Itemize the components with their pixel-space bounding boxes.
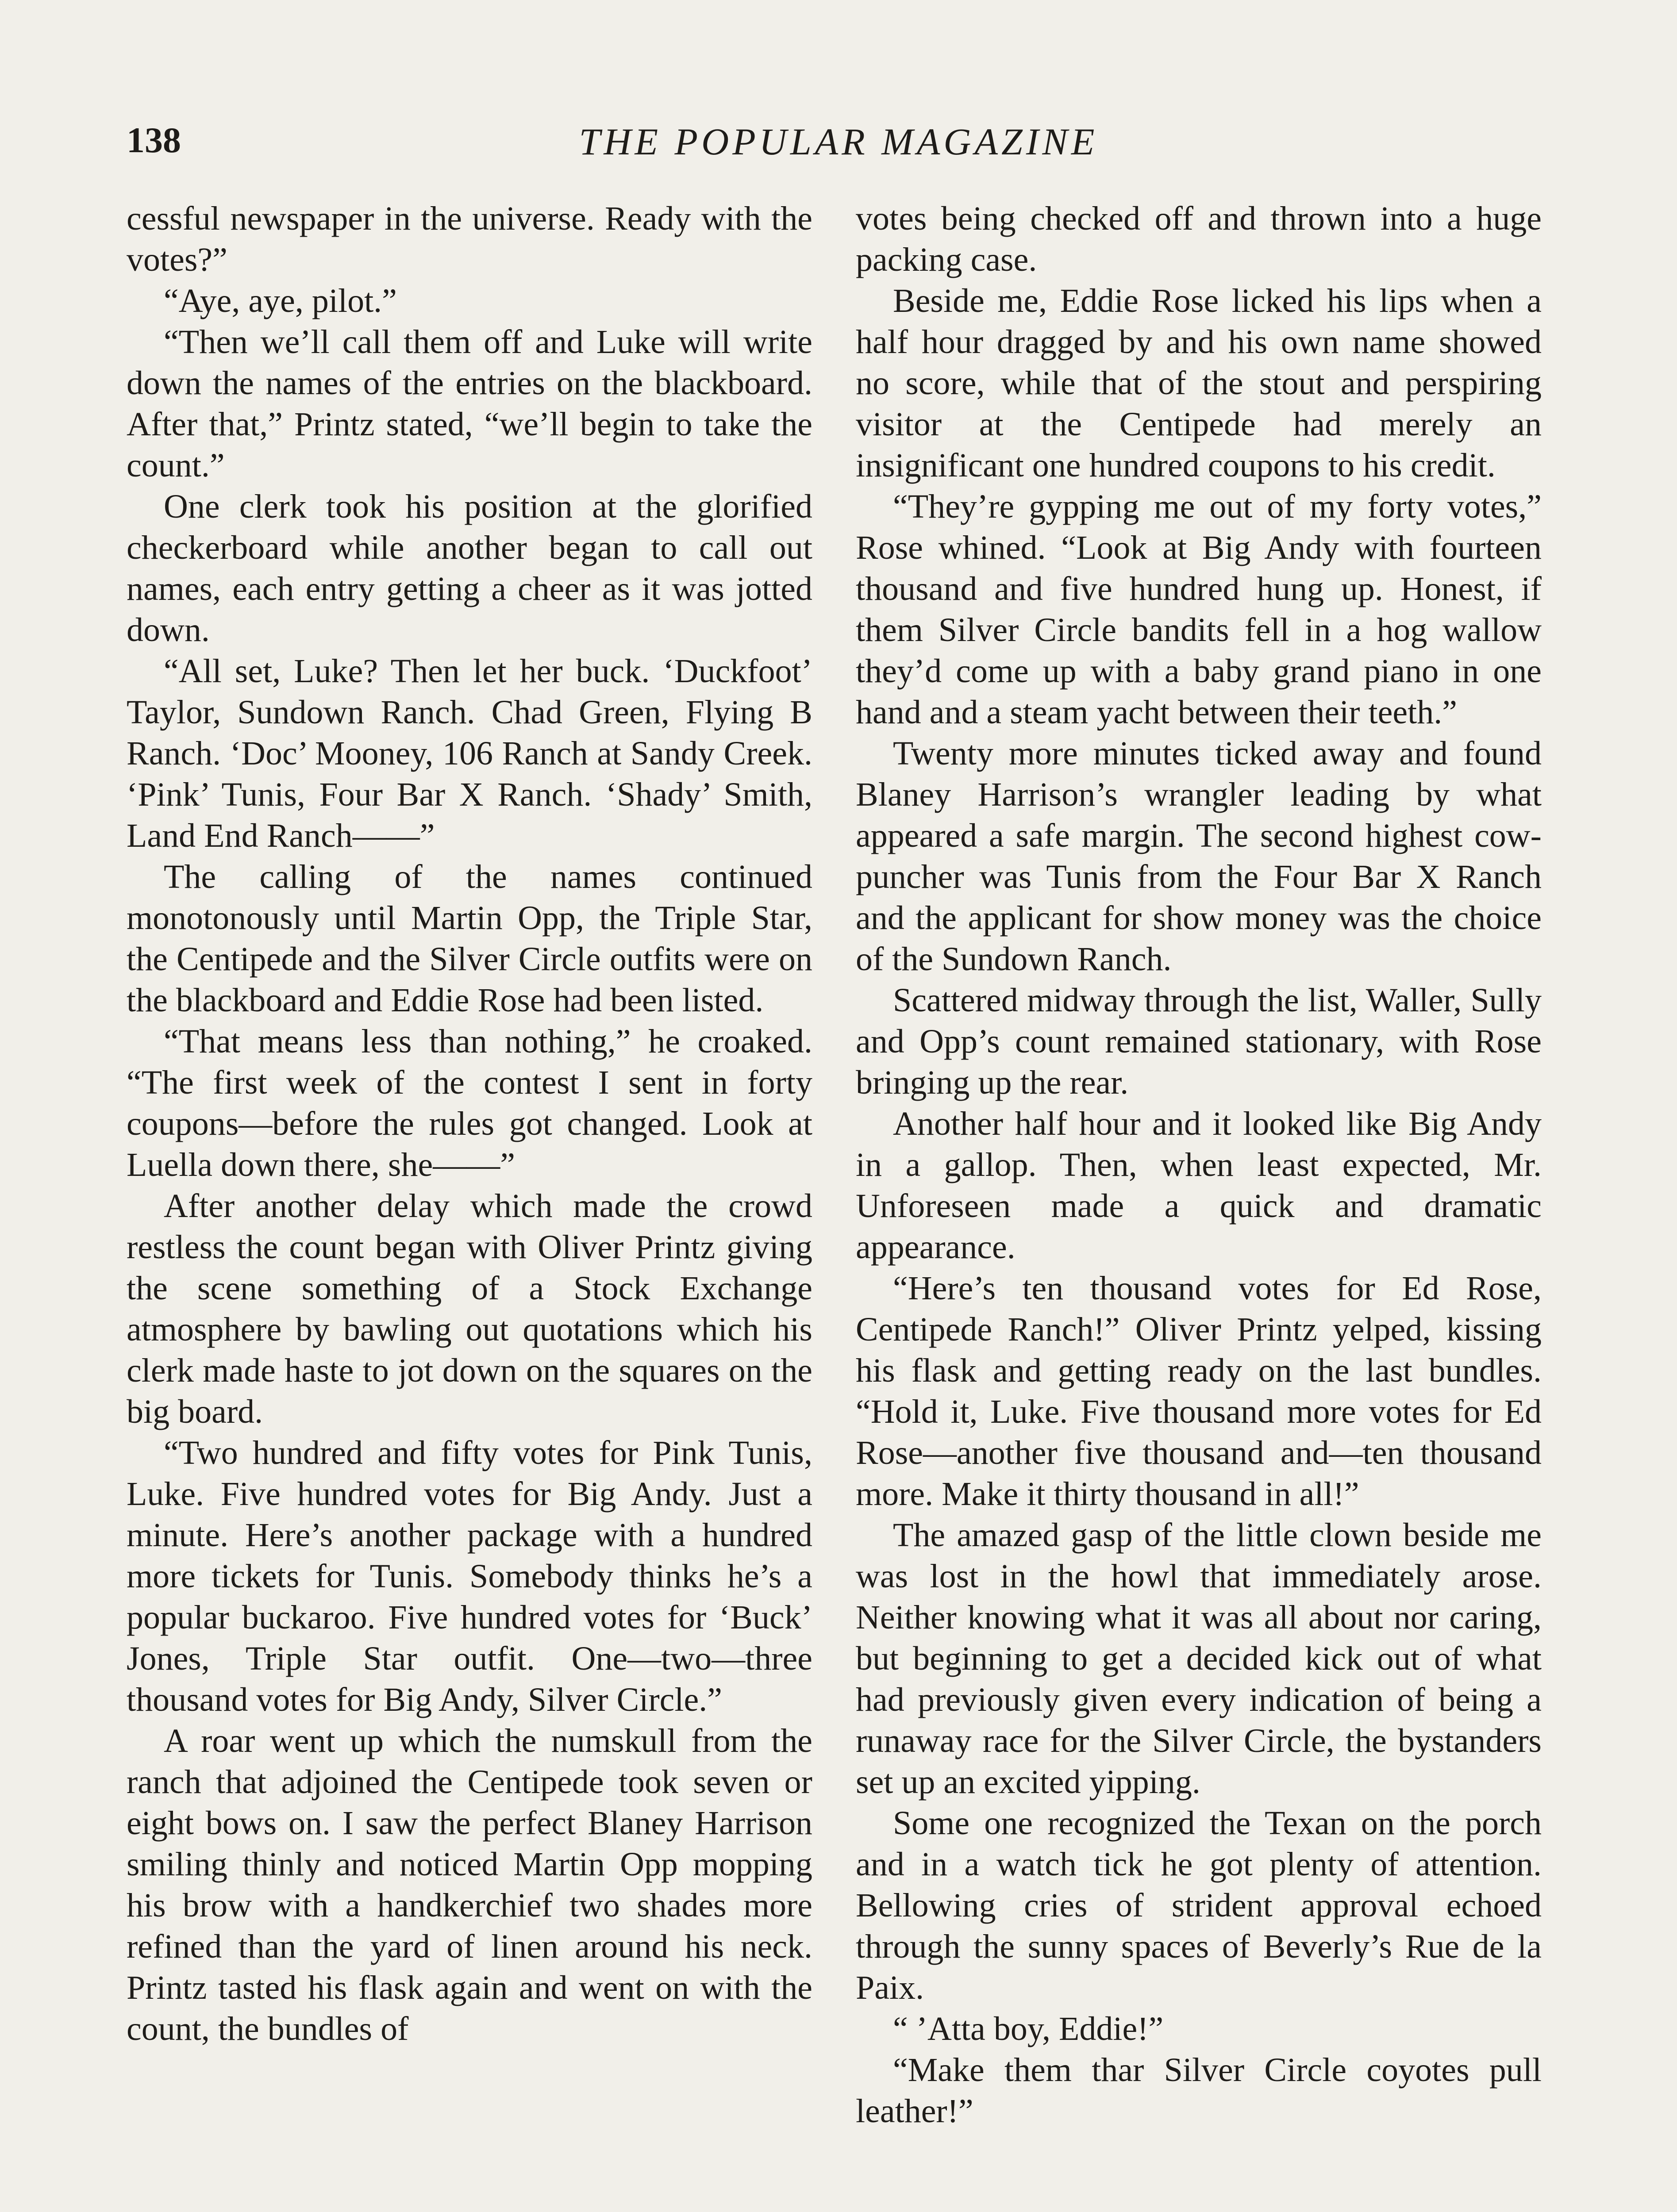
right-column xyxy=(856,198,1542,2132)
paragraph: cessful newspaper in the universe. Ready with the votes?” xyxy=(127,200,812,278)
paragraph: “Two hundred and fifty votes for Pink Tunis, Luke. Five hundred votes for Big Andy. Just a minute. Here’s another package with a hundred more tickets for Tunis. Somebody thinks he’s a popular buckaroo. Five hundred votes for ‘Buck’ Jones, Triple Star outfit. One—two—three thousand votes for Big Andy, Silver Circle.” xyxy=(127,1434,812,1718)
paragraph: “Make them thar Silver Circle coyotes pull leather!” xyxy=(856,2051,1542,2130)
paragraph: votes being checked off and thrown into a huge packing case. xyxy=(856,200,1542,278)
paragraph: “That means less than nothing,” he croaked. “The first week of the contest I sent in forty coupons—before the rules got changed. Look at Luella down there, she——” xyxy=(127,1023,812,1183)
paragraph: Scattered midway through the list, Waller, Sully and Opp’s count remained stationary, with Rose bringing up the rear. xyxy=(856,982,1542,1101)
paragraph: “Then we’ll call them off and Luke will write down the names of the entries on the blackboard. After that,” Printz stated, “we’ll begin to take the count.” xyxy=(127,323,812,484)
page-number: 138 xyxy=(127,120,181,160)
paragraph: Another half hour and it looked like Big Andy in a gallop. Then, when least expected, Mr. Unforeseen made a quick and dramatic appearance. xyxy=(856,1105,1542,1266)
running-head: THE POPULAR MAGAZINE xyxy=(579,120,1098,163)
paragraph: Beside me, Eddie Rose licked his lips when a half hour dragged by and his own name showed no score, while that of the stout and perspiring visitor at the Centipede had merely an insignificant one hundred coupons to his credit. xyxy=(856,282,1542,484)
paragraph: “ ’Atta boy, Eddie!” xyxy=(893,2010,1164,2047)
paragraph: “They’re gypping me out of my forty votes,” Rose whined. “Look at Big Andy with fourteen thousand and five hundred hung up. Honest, if them Silver Circle bandits fell in a hog wallow they’d come up with a baby grand piano in one hand and a steam yacht between their teeth.” xyxy=(856,488,1542,731)
page-header xyxy=(0,119,1677,173)
left-column xyxy=(127,198,812,2050)
paragraph: Twenty more minutes ticked away and found Blaney Harrison’s wrangler leading by what appeared a safe margin. The second highest cow-puncher was Tunis from the Four Bar X Ranch and the applicant for show money was the choice of the Sundown Ranch. xyxy=(856,735,1542,978)
paragraph: Some one recognized the Texan on the porch and in a watch tick he got plenty of attention. Bellowing cries of strident approval echoed through the sunny spaces of Beverly’s Rue de la Paix. xyxy=(856,1805,1542,2006)
paragraph: “All set, Luke? Then let her buck. ‘Duckfoot’ Taylor, Sundown Ranch. Chad Green, Flying B Ranch. ‘Doc’ Mooney, 106 Ranch at Sandy Creek. ‘Pink’ Tunis, Four Bar X Ranch. ‘Shady’ Smith, Land End Ranch——” xyxy=(127,653,812,854)
paragraph: A roar went up which the numskull from the ranch that adjoined the Centipede took seven or eight bows on. I saw the perfect Blaney Harrison smiling thinly and noticed Martin Opp mopping his brow with a handkerchief two shades more refined than the yard of linen around his neck. Printz tasted his flask again and went on with the count, the bundles of xyxy=(127,1722,812,2047)
paragraph: “Aye, aye, pilot.” xyxy=(164,282,397,319)
paragraph: The amazed gasp of the little clown beside me was lost in the howl that immediately arose. Neither knowing what it was all about nor caring, but beginning to get a decided kick out of what had previously given every indication of being a runaway race for the Silver Circle, the bystanders set up an excited yipping. xyxy=(856,1517,1542,1801)
paragraph: The calling of the names continued monotonously until Martin Opp, the Triple Star, the Centipede and the Silver Circle outfits were on the blackboard and Eddie Rose had been listed. xyxy=(127,858,812,1019)
paragraph: One clerk took his position at the glorified checkerboard while another began to call out names, each entry getting a cheer as it was jotted down. xyxy=(127,488,812,649)
paragraph: “Here’s ten thousand votes for Ed Rose, Centipede Ranch!” Oliver Printz yelped, kissing his flask and getting ready on the last bundles. “Hold it, Luke. Five thousand more votes for Ed Rose—another five thousand and—ten thousand more. Make it thirty thousand in all!” xyxy=(856,1270,1542,1513)
paragraph: After another delay which made the crowd restless the count began with Oliver Printz giving the scene something of a Stock Exchange atmosphere by bawling out quotations which his clerk made haste to jot down on the squares on the big board. xyxy=(127,1187,812,1430)
